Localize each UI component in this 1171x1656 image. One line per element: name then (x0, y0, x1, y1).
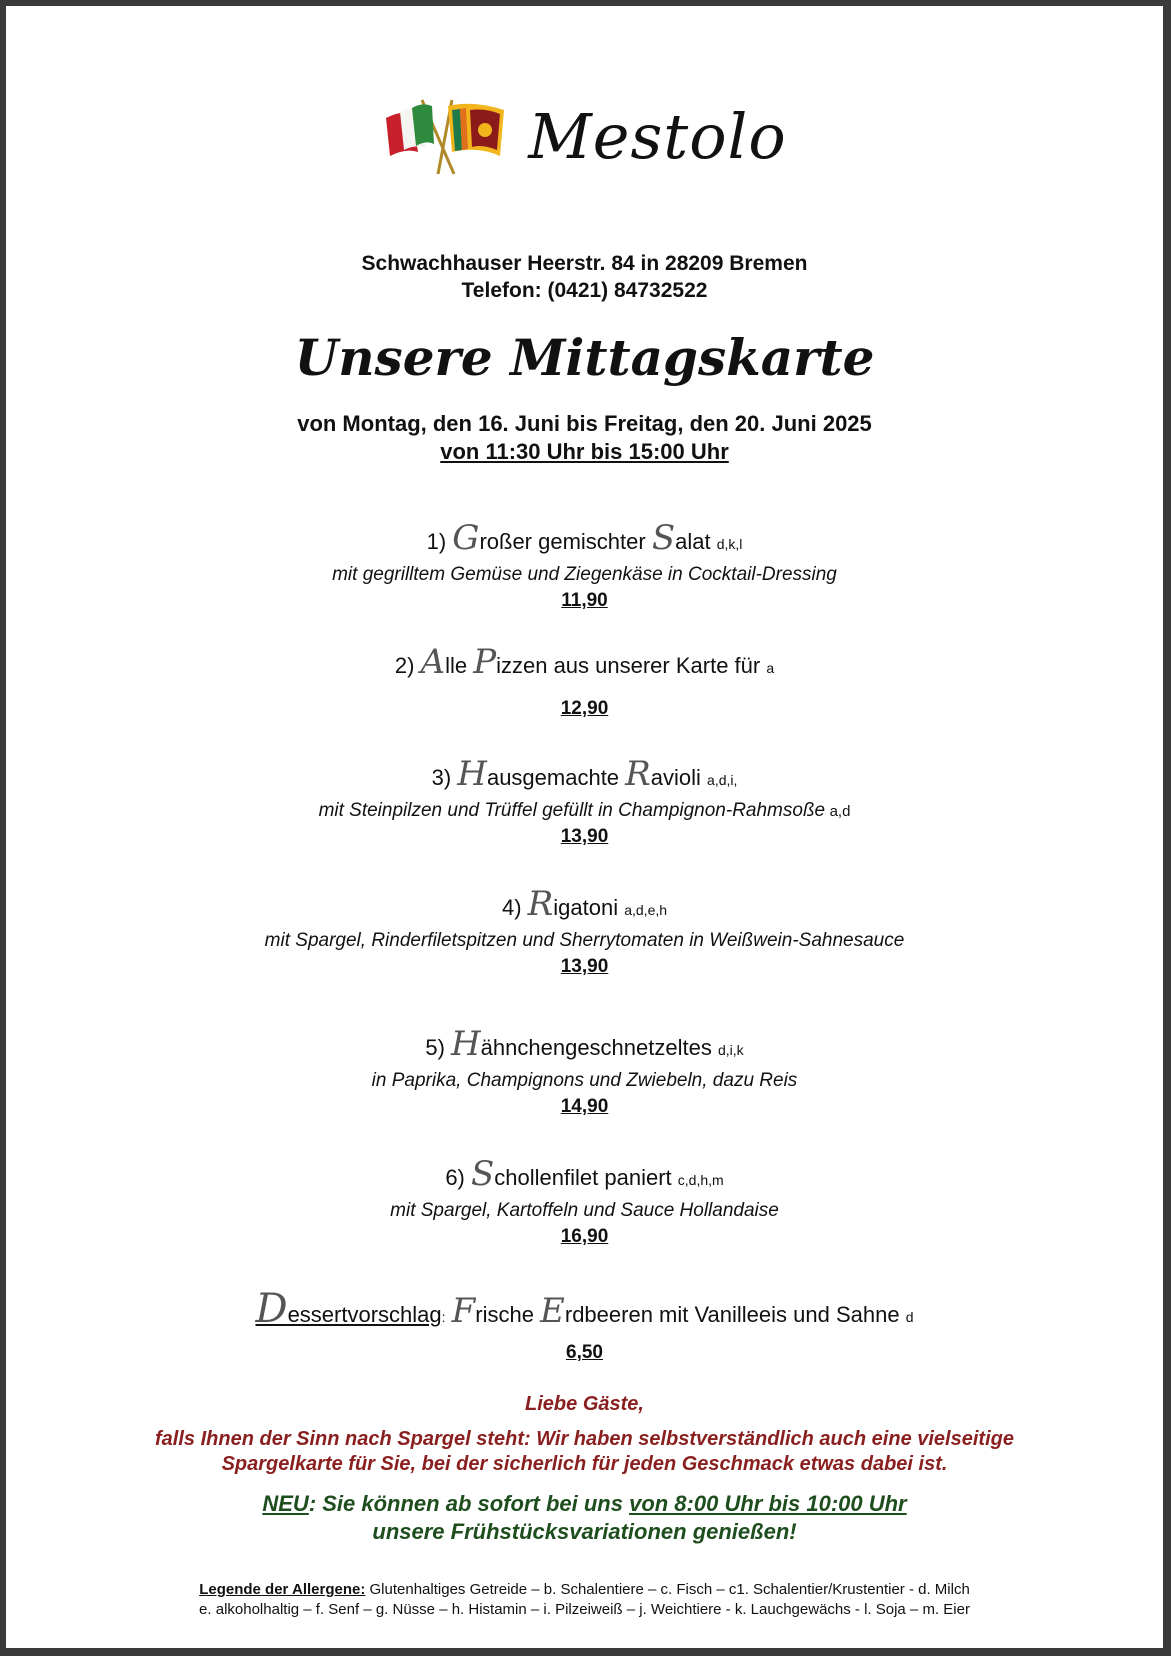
dish-allergens: d,i,k (717, 1042, 744, 1058)
breakfast-notice (6, 1490, 1163, 1546)
dish-number: 4) (501, 895, 522, 920)
dish-name-part: lle (445, 653, 474, 678)
dessert-block (6, 1286, 1163, 1364)
dish-initial: G (452, 518, 480, 558)
dessert-initial: D (255, 1286, 288, 1332)
dish-5 (6, 1024, 1163, 1118)
dish-title (6, 754, 1163, 794)
notice-line-1: falls Ihnen der Sinn nach Spargel steht: Wir haben selbstverständlich auch eine vielseitige (155, 1428, 1014, 1450)
dish-2 (6, 642, 1163, 720)
menu-page (6, 6, 1163, 1648)
dish-price: 13,90 (560, 826, 609, 847)
dish-initial: P (473, 642, 497, 682)
dessert-name-part: rdbeeren mit Vanilleeis und Sahne (564, 1302, 900, 1327)
address: Schwachhauser Heerstr. 84 in 28209 Bremen (361, 252, 808, 275)
breakfast-hours: von 8:00 Uhr bis 10:00 Uhr (629, 1491, 907, 1516)
dessert-title (6, 1286, 1163, 1332)
dish-description: mit Spargel, Kartoffeln und Sauce Hollandaise (390, 1200, 779, 1221)
dish-allergens: a (766, 660, 775, 676)
dish-name-part: igatoni (553, 895, 619, 920)
period-hours: von 11:30 Uhr bis 15:00 Uhr (440, 439, 729, 464)
period-block (6, 410, 1163, 466)
allergen-legend (6, 1580, 1163, 1620)
dish-price: 16,90 (560, 1226, 609, 1247)
address-block (6, 250, 1163, 304)
breakfast-line-2: unsere Frühstücksvariationen genießen! (372, 1519, 797, 1544)
phone: Telefon: (0421) 84732522 (461, 279, 708, 302)
dish-price: 14,90 (560, 1096, 609, 1117)
period-dates: von Montag, den 16. Juni bis Freitag, den 20. Juni 2025 (297, 411, 872, 436)
dessert-initial: F (451, 1291, 476, 1331)
dish-initial: R (625, 754, 651, 794)
dish-price: 13,90 (560, 956, 609, 977)
dish-initial: S (471, 1154, 495, 1194)
dish-description: mit Steinpilzen und Trüffel gefüllt in Champignon-Rahmsoße (318, 800, 826, 821)
dish-name-part: roßer gemischter (479, 529, 652, 554)
dish-allergens: c,d,h,m (677, 1172, 724, 1188)
brand-header (6, 96, 1163, 176)
dish-name-part: chollenfilet paniert (494, 1165, 672, 1190)
dish-title (6, 518, 1163, 558)
dish-title (6, 642, 1163, 682)
dish-price: 12,90 (560, 698, 609, 719)
legend-label: Legende der Allergene: (199, 1581, 366, 1598)
dish-name-part: izzen aus unserer Karte für (496, 653, 761, 678)
dish-number: 2) (394, 653, 415, 678)
dish-3 (6, 754, 1163, 848)
dish-allergens: a,d,e,h (624, 902, 668, 918)
dish-number: 3) (431, 765, 452, 790)
notice-line-2: Spargelkarte für Sie, bei der sicherlich für jeden Geschmack etwas dabei ist. (221, 1453, 948, 1475)
dish-description: mit Spargel, Rinderfiletspitzen und Sherrytomaten in Weißwein-Sahnesauce (264, 930, 905, 951)
dessert-colon: : (441, 1309, 446, 1325)
breakfast-text: : Sie können ab sofort bei uns (308, 1491, 630, 1516)
dish-allergens: d,k,l (716, 536, 743, 552)
dish-title (6, 1024, 1163, 1064)
dish-initial: S (651, 518, 676, 558)
dish-initial: R (527, 884, 554, 924)
italy-flag-icon (386, 104, 434, 156)
dish-4 (6, 884, 1163, 978)
dish-number: 6) (445, 1165, 465, 1190)
dessert-price: 6,50 (566, 1342, 603, 1363)
srilanka-flag-icon (448, 104, 504, 156)
notice-greeting: Liebe Gäste, (525, 1393, 644, 1415)
dish-name-part: avioli (650, 765, 701, 790)
dish-initial: H (457, 754, 487, 794)
dish-description-allergens: a,d (829, 803, 851, 820)
dish-name-part: ausgemachte (486, 765, 626, 790)
new-label: NEU (262, 1491, 309, 1516)
dish-description: in Paprika, Champignons und Zwiebeln, dazu Reis (371, 1070, 798, 1091)
spargel-notice (6, 1392, 1163, 1477)
dish-6 (6, 1154, 1163, 1248)
dessert-allergens: d (905, 1309, 914, 1325)
breakfast-line-1 (6, 1490, 1163, 1518)
dish-description: mit gegrilltem Gemüse und Ziegenkäse in Cocktail-Dressing (332, 564, 837, 585)
dish-initial: A (420, 642, 446, 682)
legend-line-1: Glutenhaltiges Getreide – b. Schalentiere – c. Fisch – c1. Schalentier/Krustentier - d. Milch (365, 1581, 970, 1598)
legend-line-2: e. alkoholhaltig – f. Senf – g. Nüsse – h. Histamin – i. Pilzeiweiß – j. Weichtiere - k. Lauchgewächs - l. Soja – m. Eier (199, 1601, 970, 1618)
dish-number: 5) (425, 1035, 445, 1060)
dish-allergens: a,d,i, (707, 772, 738, 788)
restaurant-name: Mestolo (528, 99, 787, 173)
dish-title (6, 884, 1163, 924)
dessert-label: essertvorschlag (287, 1302, 442, 1327)
dish-name-part: ähnchengeschnetzeltes (480, 1035, 712, 1060)
dish-title (6, 1154, 1163, 1194)
dessert-name-part: rische (475, 1302, 541, 1327)
dessert-initial: E (540, 1291, 565, 1331)
dish-initial: H (451, 1024, 481, 1064)
dish-name-part: alat (675, 529, 711, 554)
dish-price: 11,90 (561, 590, 608, 611)
dish-1 (6, 518, 1163, 612)
dish-number: 1) (426, 529, 447, 554)
crossed-flags-logo (382, 96, 510, 176)
page-title: Unsere Mittagskarte (294, 328, 875, 387)
